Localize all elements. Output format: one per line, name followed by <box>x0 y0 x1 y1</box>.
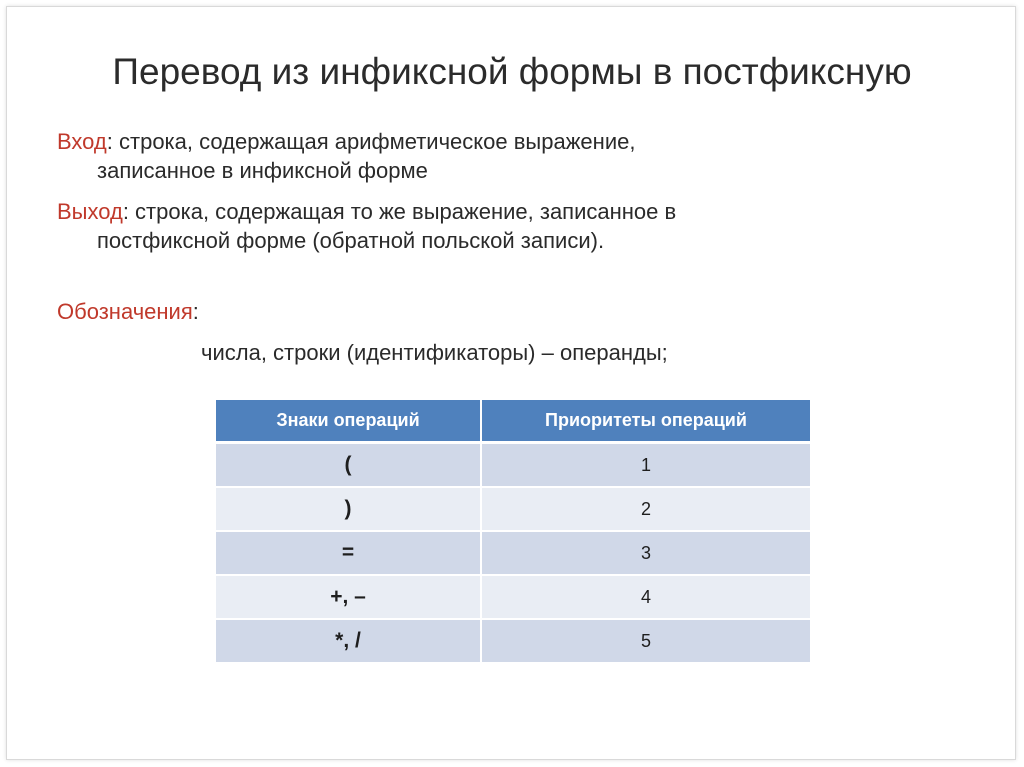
priority-cell: 1 <box>481 443 810 488</box>
notation-operands-line: числа, строки (идентификаторы) – операнды; <box>201 340 668 365</box>
table-header-row <box>216 400 810 443</box>
notation-colon: : <box>192 299 199 324</box>
operation-sign-cell: *, / <box>216 619 481 663</box>
header-operation-signs: Знаки операций <box>216 400 481 443</box>
operation-sign-cell: = <box>216 531 481 575</box>
operation-sign-cell: ) <box>216 487 481 531</box>
priority-cell: 4 <box>481 575 810 619</box>
operation-sign-cell: +, – <box>216 575 481 619</box>
table-row <box>216 487 810 531</box>
table-row <box>216 619 810 663</box>
output-label: Выход <box>57 199 123 224</box>
output-text-line2: постфиксной форме (обратной польской записи). <box>97 228 605 253</box>
priority-cell: 2 <box>481 487 810 531</box>
input-label: Вход <box>57 129 107 154</box>
slide-title: Перевод из инфиксной формы в постфиксную <box>112 51 912 92</box>
slide <box>6 6 1016 760</box>
priority-cell: 3 <box>481 531 810 575</box>
table-row <box>216 443 810 488</box>
operations-priority-table <box>216 400 810 664</box>
table-row <box>216 575 810 619</box>
output-text-line1: : строка, содержащая то же выражение, записанное в <box>122 199 677 224</box>
input-text-line2: записанное в инфиксной форме <box>97 158 428 183</box>
notation-label: Обозначения <box>57 299 193 324</box>
output-paragraph <box>57 197 676 255</box>
table-row <box>216 531 810 575</box>
operation-sign-cell: ( <box>216 443 481 488</box>
notation-paragraph <box>57 297 199 326</box>
input-paragraph <box>57 127 635 185</box>
input-text-line1: : строка, содержащая арифметическое выражение, <box>106 129 636 154</box>
priority-cell: 5 <box>481 619 810 663</box>
header-operation-priorities: Приоритеты операций <box>481 400 810 443</box>
